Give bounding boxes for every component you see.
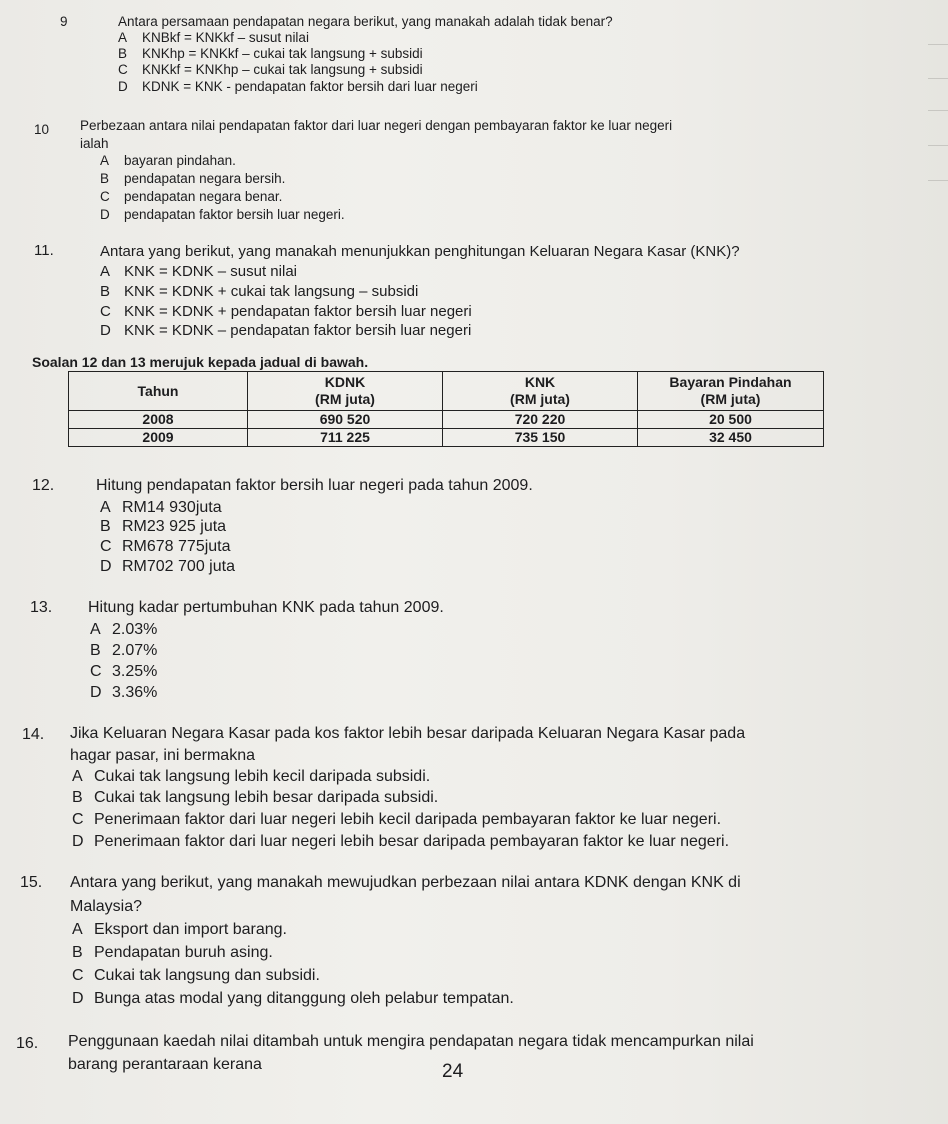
table-cell: 720 220 xyxy=(443,411,638,429)
option-c: C Cukai tak langsung dan subsidi. xyxy=(72,967,320,984)
page-number: 24 xyxy=(442,1061,464,1082)
header-cell: KNK (RM juta) xyxy=(443,372,638,411)
question-number: 9 xyxy=(60,14,68,29)
table-row xyxy=(69,429,824,447)
table-header-row xyxy=(69,372,824,411)
option-b: B Pendapatan buruh asing. xyxy=(72,944,273,961)
question-text-line1: Antara yang berikut, yang manakah mewujudkan perbezaan nilai antara KDNK dengan KNK di xyxy=(70,874,741,891)
question-number: 14. xyxy=(22,726,45,743)
option-a: A Cukai tak langsung lebih kecil daripada subsidi. xyxy=(72,768,431,785)
option-b: B KNKhp = KNKkf – cukai tak langsung + subsidi xyxy=(118,46,423,61)
table-cell: 2008 xyxy=(69,411,248,429)
question-text-line1: Jika Keluaran Negara Kasar pada kos faktor lebih besar daripada Keluaran Negara Kasar pada xyxy=(70,725,746,742)
option-b: B Cukai tak langsung lebih besar daripada subsidi. xyxy=(72,789,439,806)
option-d: D KDNK = KNK - pendapatan faktor bersih dari luar negeri xyxy=(118,79,478,94)
table-cell: 690 520 xyxy=(248,411,443,429)
question-number: 15. xyxy=(20,874,43,891)
edge-mark xyxy=(928,78,948,79)
question-text: Antara yang berikut, yang manakah menunjukkan penghitungan Keluaran Negara Kasar (KNK)? xyxy=(100,243,740,260)
option-c: C pendapatan negara benar. xyxy=(100,189,283,204)
option-d: D Bunga atas modal yang ditanggung oleh pelabur tempatan. xyxy=(72,990,514,1007)
option-b: B RM23 925 juta xyxy=(100,518,227,535)
option-c: C RM678 775juta xyxy=(100,538,231,555)
table-cell: 2009 xyxy=(69,429,248,447)
edge-mark xyxy=(928,145,948,146)
option-c: C KNK = KDNK + pendapatan faktor bersih luar negeri xyxy=(100,303,472,320)
edge-mark xyxy=(928,110,948,111)
option-a: A KNBkf = KNKkf – susut nilai xyxy=(118,30,309,45)
option-d: D RM702 700 juta xyxy=(100,558,235,575)
header-cell: KDNK (RM juta) xyxy=(248,372,443,411)
option-c: C 3.25% xyxy=(90,663,158,680)
question-text-line2: hagar pasar, ini bermakna xyxy=(70,747,255,764)
option-d: D KNK = KDNK – pendapatan faktor bersih luar negeri xyxy=(100,322,472,339)
table-row xyxy=(69,411,824,429)
header-cell: Bayaran Pindahan (RM juta) xyxy=(638,372,824,411)
edge-mark xyxy=(928,180,948,181)
option-b: B KNK = KDNK + cukai tak langsung – subsidi xyxy=(100,283,419,300)
option-d: D 3.36% xyxy=(90,684,158,701)
option-a: A bayaran pindahan. xyxy=(100,153,236,168)
option-a: A KNK = KDNK – susut nilai xyxy=(100,263,297,280)
option-d: D pendapatan faktor bersih luar negeri. xyxy=(100,207,345,222)
option-d: D Penerimaan faktor dari luar negeri lebih besar daripada pembayaran faktor ke luar negeri. xyxy=(72,833,730,850)
question-text-line2: Malaysia? xyxy=(70,898,143,915)
question-text-line2: ialah xyxy=(80,136,109,151)
question-text-line2: barang perantaraan kerana xyxy=(68,1056,262,1073)
question-number: 16. xyxy=(16,1035,39,1052)
table-caption: Soalan 12 dan 13 merujuk kepada jadual di bawah. xyxy=(32,354,369,370)
question-number: 11. xyxy=(34,242,54,259)
option-a: A 2.03% xyxy=(90,621,158,638)
question-text: Antara persamaan pendapatan negara berikut, yang manakah adalah tidak benar? xyxy=(118,14,613,29)
table-cell: 735 150 xyxy=(443,429,638,447)
data-table xyxy=(68,371,824,447)
table-cell: 711 225 xyxy=(248,429,443,447)
header-cell: Tahun xyxy=(69,372,248,411)
option-a: A Eksport dan import barang. xyxy=(72,921,287,938)
option-b: B 2.07% xyxy=(90,642,158,659)
question-text-line1: Perbezaan antara nilai pendapatan faktor dari luar negeri dengan pembayaran faktor ke luar negeri xyxy=(80,118,673,133)
question-number: 13. xyxy=(30,599,53,616)
table-cell: 32 450 xyxy=(638,429,824,447)
edge-mark xyxy=(928,44,948,45)
question-text: Hitung pendapatan faktor bersih luar negeri pada tahun 2009. xyxy=(96,477,533,494)
table-cell: 20 500 xyxy=(638,411,824,429)
option-a: A RM14 930juta xyxy=(100,499,222,516)
question-text-line1: Penggunaan kaedah nilai ditambah untuk mengira pendapatan negara tidak mencampurkan nilai xyxy=(68,1033,754,1050)
question-number: 12. xyxy=(32,477,55,494)
option-b: B pendapatan negara bersih. xyxy=(100,171,286,186)
question-number: 10 xyxy=(34,122,50,137)
option-c: C KNKkf = KNKhp – cukai tak langsung + subsidi xyxy=(118,62,423,77)
option-c: C Penerimaan faktor dari luar negeri lebih kecil daripada pembayaran faktor ke luar negeri. xyxy=(72,811,722,828)
question-text: Hitung kadar pertumbuhan KNK pada tahun 2009. xyxy=(88,599,444,616)
